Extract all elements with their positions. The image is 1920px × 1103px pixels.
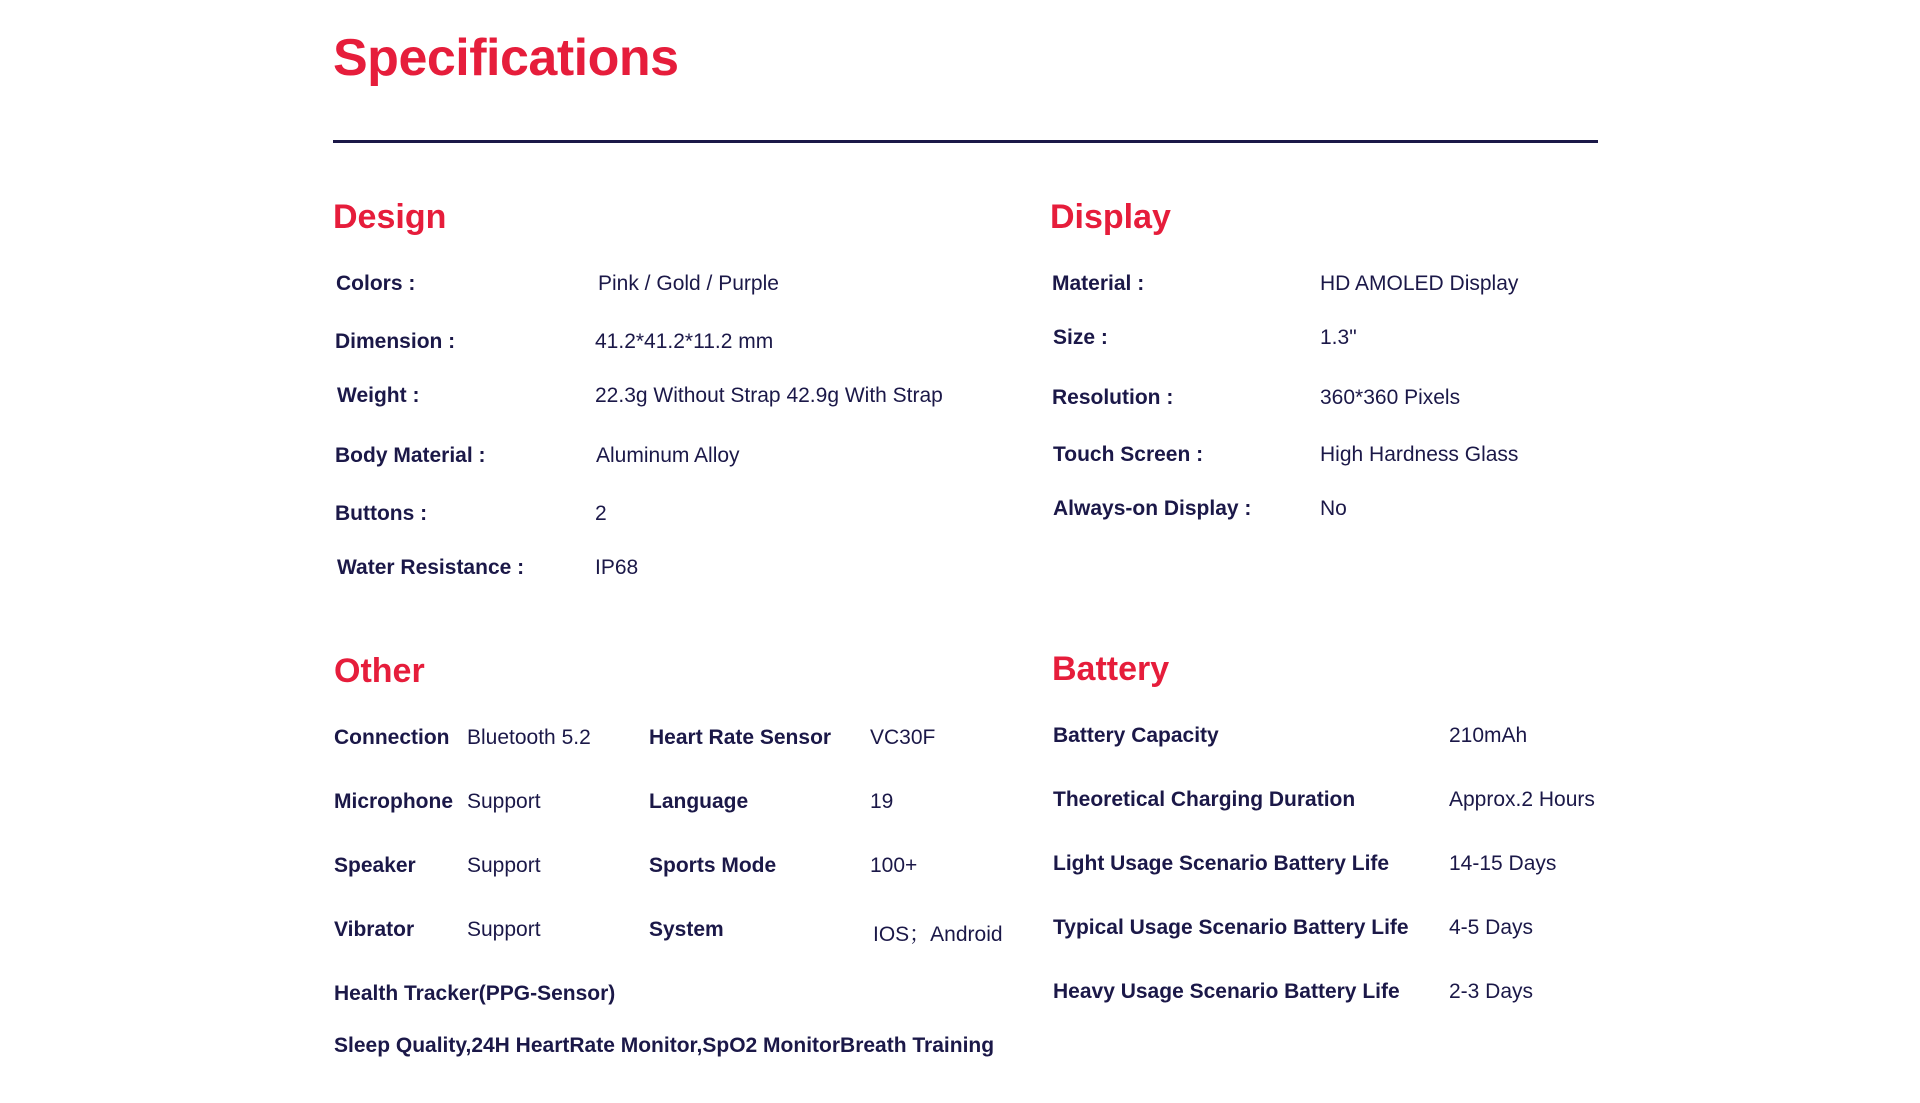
other-value-heart-rate-sensor: VC30F <box>870 726 936 749</box>
design-value-dimension: 41.2*41.2*11.2 mm <box>595 330 774 353</box>
display-label-resolution: Resolution : <box>1052 386 1174 409</box>
display-label-always-on: Always-on Display : <box>1053 497 1252 520</box>
display-value-touch-screen: High Hardness Glass <box>1320 443 1519 466</box>
display-heading: Display <box>1050 198 1171 236</box>
other-label-microphone: Microphone <box>334 790 453 813</box>
battery-label-capacity: Battery Capacity <box>1053 724 1219 747</box>
battery-label-charging-duration: Theoretical Charging Duration <box>1053 788 1356 811</box>
battery-label-light-usage: Light Usage Scenario Battery Life <box>1053 852 1390 875</box>
page-title: Specifications <box>333 29 679 87</box>
battery-value-capacity: 210mAh <box>1449 724 1528 747</box>
title-divider <box>333 140 1598 143</box>
other-label-sports-mode: Sports Mode <box>649 854 777 877</box>
other-heading: Other <box>334 652 425 690</box>
other-value-microphone: Support <box>467 790 541 813</box>
other-health-tracker-value: Sleep Quality,24H HeartRate Monitor,SpO2 MonitorBreath Training <box>334 1034 995 1057</box>
design-value-weight: 22.3g Without Strap 42.9g With Strap <box>595 384 943 407</box>
display-value-material: HD AMOLED Display <box>1320 272 1519 295</box>
design-label-water-resistance: Water Resistance : <box>337 556 525 579</box>
other-health-tracker-label: Health Tracker(PPG-Sensor) <box>334 982 616 1005</box>
other-value-language: 19 <box>870 790 894 813</box>
design-value-colors: Pink / Gold / Purple <box>598 272 779 295</box>
battery-value-charging-duration: Approx.2 Hours <box>1449 788 1595 811</box>
other-value-sports-mode: 100+ <box>870 854 918 877</box>
battery-label-typical-usage: Typical Usage Scenario Battery Life <box>1053 916 1409 939</box>
other-label-system: System <box>649 918 724 941</box>
design-heading: Design <box>333 198 447 236</box>
other-value-speaker: Support <box>467 854 541 877</box>
design-label-dimension: Dimension : <box>335 330 456 353</box>
design-label-buttons: Buttons : <box>335 502 428 525</box>
design-value-buttons: 2 <box>595 502 607 525</box>
display-label-size: Size : <box>1053 326 1108 349</box>
other-value-vibrator: Support <box>467 918 541 941</box>
design-label-weight: Weight : <box>337 384 420 407</box>
display-value-always-on: No <box>1320 497 1347 520</box>
design-label-body-material: Body Material : <box>335 444 486 467</box>
other-label-speaker: Speaker <box>334 854 416 877</box>
display-value-resolution: 360*360 Pixels <box>1320 386 1461 409</box>
battery-label-heavy-usage: Heavy Usage Scenario Battery Life <box>1053 980 1400 1003</box>
other-label-language: Language <box>649 790 749 813</box>
design-label-colors: Colors : <box>336 272 416 295</box>
battery-value-light-usage: 14-15 Days <box>1449 852 1557 875</box>
design-value-body-material: Aluminum Alloy <box>596 444 740 467</box>
other-label-heart-rate-sensor: Heart Rate Sensor <box>649 726 832 749</box>
display-label-material: Material : <box>1052 272 1145 295</box>
battery-value-heavy-usage: 2-3 Days <box>1449 980 1534 1003</box>
other-label-vibrator: Vibrator <box>334 918 415 941</box>
display-label-touch-screen: Touch Screen : <box>1053 443 1204 466</box>
battery-heading: Battery <box>1052 650 1170 688</box>
other-label-connection: Connection <box>334 726 450 749</box>
design-value-water-resistance: IP68 <box>595 556 639 579</box>
battery-value-typical-usage: 4-5 Days <box>1449 916 1534 939</box>
other-value-system: IOS；Android <box>873 923 1003 946</box>
other-value-connection: Bluetooth 5.2 <box>467 726 591 749</box>
display-value-size: 1.3" <box>1320 326 1357 349</box>
